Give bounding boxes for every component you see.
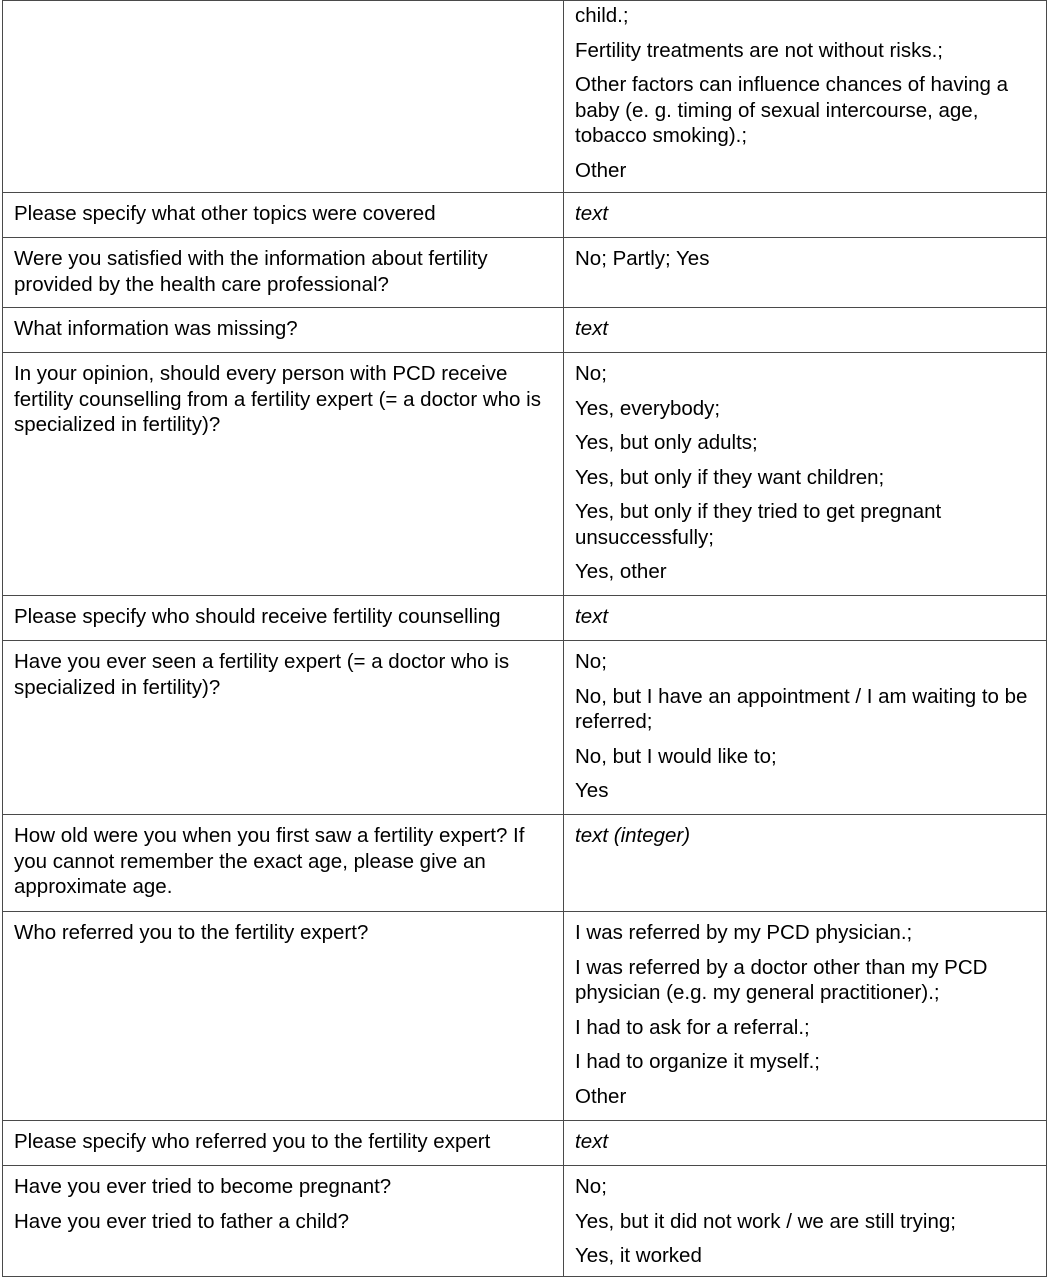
question-text: Have you ever seen a fertility expert (= a doctor who is specialized in fertility)? xyxy=(14,650,510,699)
table-row xyxy=(3,641,1047,815)
answer-option: Yes, but only adults; xyxy=(575,431,758,454)
answer-option: child.; xyxy=(575,4,629,27)
answer-option: Yes, but only if they tried to get pregnant unsuccessfully; xyxy=(575,500,942,549)
answer-options-cell xyxy=(564,1166,1047,1277)
answer-option: Yes, but only if they want children; xyxy=(575,465,885,489)
answer-option: No; xyxy=(575,1175,607,1198)
answer-option: Yes, everybody; xyxy=(575,396,721,420)
free-text-answer-type: text xyxy=(575,1130,609,1153)
free-text-answer-type: text xyxy=(575,317,609,340)
free-text-answer-type: text (integer) xyxy=(575,824,691,847)
question-text: Have you ever tried to father a child? xyxy=(14,1209,350,1233)
answer-option: I was referred by a doctor other than my PCD physician (e.g. my general practitioner).; xyxy=(575,955,988,1004)
question-cell xyxy=(3,596,564,641)
answer-options-cell xyxy=(564,596,1047,641)
answer-option: Other factors can influence chances of having a baby (e. g. timing of sexual intercourse, age, tobacco smoking).; xyxy=(575,73,1009,147)
answer-options-cell xyxy=(564,1,1047,193)
question-text: Who referred you to the fertility expert? xyxy=(14,921,369,944)
answer-options-cell xyxy=(564,308,1047,353)
question-cell xyxy=(3,912,564,1121)
question-text: Please specify who referred you to the fertility expert xyxy=(14,1130,491,1153)
question-text: How old were you when you first saw a fertility expert? If you cannot remember the exact age, please give an approximate age. xyxy=(14,824,525,898)
table-row xyxy=(3,1166,1047,1277)
answer-option: Fertility treatments are not without risks.; xyxy=(575,38,943,62)
question-cell xyxy=(3,353,564,596)
question-text: What information was missing? xyxy=(14,317,298,340)
answer-option: No; xyxy=(575,650,607,673)
questionnaire-table xyxy=(2,0,1047,1277)
answer-option: Yes xyxy=(575,779,609,802)
question-text: Please specify what other topics were covered xyxy=(14,202,436,225)
answer-option: I was referred by my PCD physician.; xyxy=(575,921,913,944)
question-text: Were you satisfied with the information about fertility provided by the health care professional? xyxy=(14,247,488,296)
question-cell xyxy=(3,1121,564,1166)
answer-options-cell xyxy=(564,193,1047,238)
table-row xyxy=(3,815,1047,912)
question-cell xyxy=(3,238,564,308)
answer-option: No, but I have an appointment / I am waiting to be referred; xyxy=(575,684,1028,733)
table-row xyxy=(3,353,1047,596)
answer-option: No; xyxy=(575,362,607,385)
answer-option: Yes, but it did not work / we are still trying; xyxy=(575,1209,956,1233)
answer-options-cell xyxy=(564,1121,1047,1166)
question-cell xyxy=(3,641,564,815)
table-body xyxy=(3,1,1047,1277)
free-text-answer-type: text xyxy=(575,202,609,225)
question-cell xyxy=(3,1166,564,1277)
table-row xyxy=(3,1121,1047,1166)
table-row xyxy=(3,596,1047,641)
answer-options-cell xyxy=(564,815,1047,912)
answer-option: No, but I would like to; xyxy=(575,744,777,768)
table-row xyxy=(3,912,1047,1121)
answer-options-cell xyxy=(564,353,1047,596)
question-text: Have you ever tried to become pregnant? xyxy=(14,1175,392,1198)
answer-option: Yes, other xyxy=(575,560,667,583)
table-row xyxy=(3,238,1047,308)
table-row xyxy=(3,308,1047,353)
question-cell xyxy=(3,1,564,193)
answer-option: I had to organize it myself.; xyxy=(575,1050,820,1073)
question-cell xyxy=(3,308,564,353)
free-text-answer-type: text xyxy=(575,605,609,628)
answer-option: I had to ask for a referral.; xyxy=(575,1015,810,1039)
question-cell xyxy=(3,193,564,238)
answer-option: Other xyxy=(575,1084,627,1108)
answer-option: No; Partly; Yes xyxy=(575,247,710,270)
question-text: Please specify who should receive fertility counselling xyxy=(14,605,501,628)
answer-option: Yes, it worked xyxy=(575,1244,702,1267)
table-row xyxy=(3,193,1047,238)
table-row xyxy=(3,1,1047,193)
answer-options-cell xyxy=(564,238,1047,308)
answer-options-cell xyxy=(564,641,1047,815)
answer-options-cell xyxy=(564,912,1047,1121)
question-text: In your opinion, should every person with PCD receive fertility counselling from a fertility expert (= a doctor who is specialized in fertility)? xyxy=(14,362,541,436)
question-cell xyxy=(3,815,564,912)
answer-option: Other xyxy=(575,158,627,182)
